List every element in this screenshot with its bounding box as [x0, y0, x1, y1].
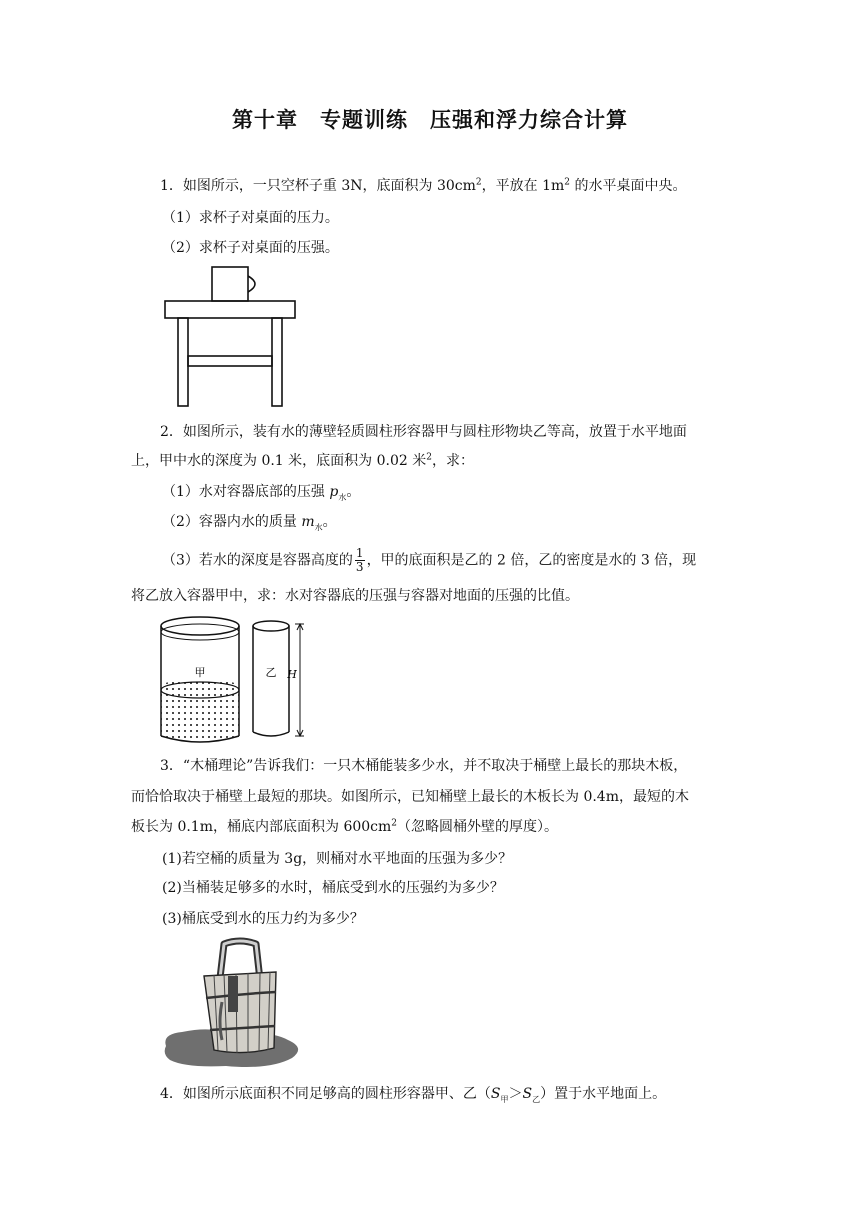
wooden-bucket-figure — [160, 936, 320, 1072]
cup-on-table-figure — [160, 262, 300, 410]
fraction-one-third: $\frac{1}{3}$ — [355, 546, 364, 574]
q2-stem-line2: 上，甲中水的深度为 0.1 米，底面积为 0.02 米$^2$，求： — [131, 452, 474, 469]
table-top — [165, 301, 295, 318]
q2-part3-line2: 将乙放入容器甲中，求：水对容器底的压强与容器对地面的压强的比值。 — [131, 588, 579, 604]
table-leg-right — [272, 318, 282, 406]
cylinder-yi — [253, 621, 289, 736]
q2-part2: （2）容器内水的质量 $m_水$。 — [162, 514, 337, 532]
q3-stem-line3: 板长为 0.1m，桶底内部底面积为 $600cm^2$（忽略圆桶外壁的厚度）。 — [131, 818, 559, 835]
label-h: H — [287, 668, 297, 681]
q3-stem-line2: 而恰恰取决于桶壁上最短的那块。如图所示，已知桶壁上最长的木板长为 0.4m，最短的木 — [131, 789, 689, 805]
label-yi: 乙 — [265, 666, 277, 679]
q3-stem-line1: 3．“木桶理论”告诉我们：一只木桶能装多少水，并不取决于桶壁上最长的那块木板， — [160, 758, 688, 774]
q2-part3: （3）若水的深度是容器高度的 $\frac{1}{3}$ ，甲的底面积是乙的 2 倍，乙的密度是水的 3 倍，现 — [162, 546, 697, 574]
cup-body — [212, 267, 248, 301]
q2-stem-line1: 2．如图所示，装有水的薄壁轻质圆柱形容器甲与圆柱形物块乙等高，放置于水平地面 — [160, 424, 687, 440]
q3-part1: (1)若空桶的质量为 3g，则桶对水平地面的压强为多少？ — [162, 851, 513, 867]
cup-handle — [248, 276, 255, 292]
q1-stem: 1．如图所示，一只空杯子重 3N，底面积为 $30cm^2$，平放在 $1m^2$ 的水平桌面中央。 — [160, 177, 687, 194]
table-crossbar — [188, 356, 272, 366]
q3-part2: (2)当桶装足够多的水时，桶底受到水的压强约为多少？ — [162, 880, 504, 896]
label-jia: 甲 — [194, 666, 206, 679]
q3-part3: (3)桶底受到水的压力约为多少？ — [162, 911, 364, 927]
q1-part2: （2）求杯子对桌面的压强。 — [162, 240, 339, 256]
q4-stem: 4．如图所示底面积不同足够高的圆柱形容器甲、乙$(S_甲>S_乙)$置于水平地面上。 — [160, 1086, 667, 1104]
q2-part1: （1）水对容器底部的压强 $p_水$。 — [162, 484, 361, 502]
q1-part1: （1）求杯子对桌面的压力。 — [162, 210, 339, 226]
containers-figure — [158, 614, 318, 746]
page-title: 第十章 专题训练 压强和浮力综合计算 — [232, 108, 628, 132]
container-jia — [161, 617, 239, 742]
water-region — [161, 679, 239, 741]
table-leg-left — [178, 318, 188, 406]
short-board — [228, 976, 238, 1012]
